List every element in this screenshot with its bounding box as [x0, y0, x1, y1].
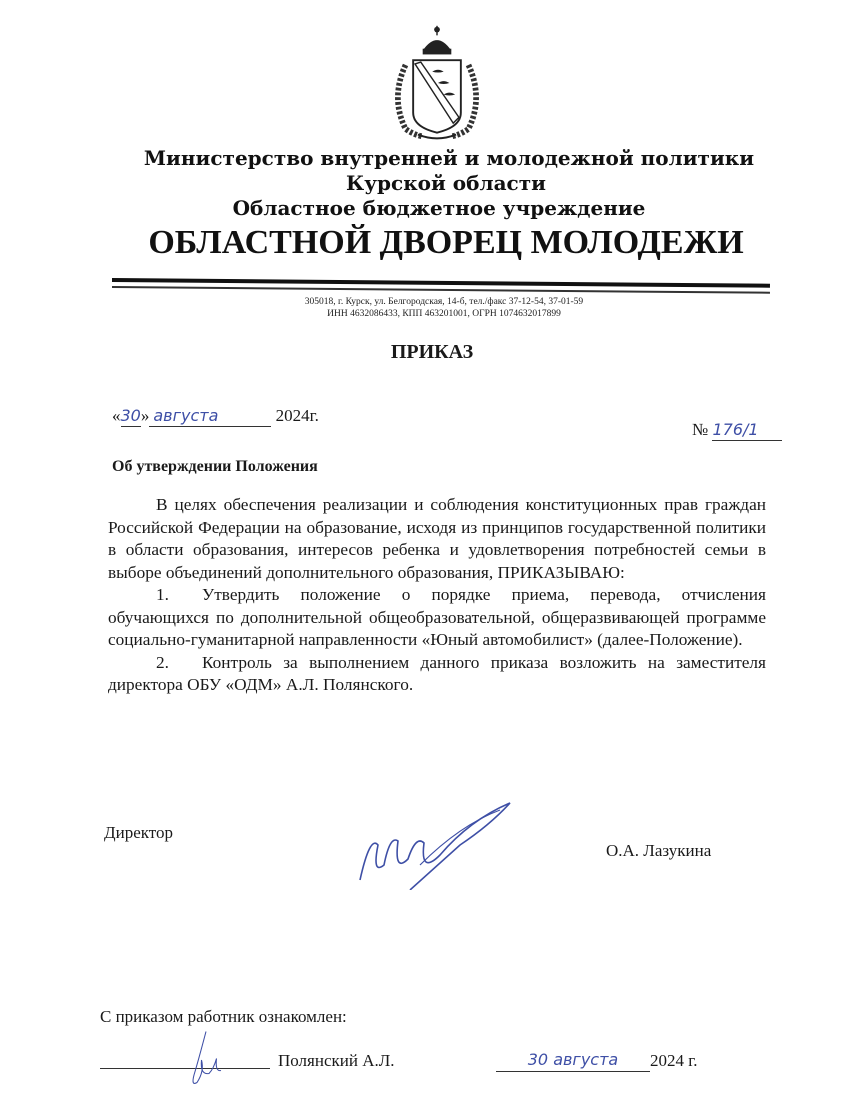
- preamble-paragraph: В целях обеспечения реализации и соблюдения конституционных прав граждан Российской Федерации на образование, исходя из принципов государственной политики в области образования, интересов ребенка и удовлетворения потребностей семьи в выборе объединений дополнительного образования, ПРИКАЗЫВАЮ:: [108, 495, 766, 582]
- letterhead: [0, 146, 852, 263]
- institution-type: Областное бюджетное учреждение: [232, 196, 646, 220]
- order-item-1: [108, 584, 766, 652]
- address-line: 305018, г. Курск, ул. Белгородская, 14-б, тел./факс 37-12-54, 37-01-59: [304, 297, 584, 307]
- acknowledgement-date: [496, 1048, 698, 1072]
- number-label: №: [692, 420, 709, 439]
- document-title: ПРИКАЗ: [390, 341, 474, 363]
- date-year: 2024г.: [275, 406, 319, 425]
- acknowledgement-year: 2024 г.: [650, 1051, 698, 1070]
- director-signature-icon: [350, 795, 520, 890]
- header-divider-thin: [112, 286, 770, 293]
- order-date: [112, 404, 319, 428]
- signer-position: Директор: [104, 823, 173, 842]
- acknowledgement-handwritten-date: 30 августа: [496, 1049, 650, 1072]
- date-close-quote: »: [140, 406, 150, 425]
- ministry-line-2: Курской области: [346, 171, 546, 195]
- employee-name: Полянский А.Л.: [278, 1051, 395, 1070]
- order-body: [108, 494, 766, 697]
- signer-name: О.А. Лазукина: [606, 841, 712, 860]
- item-number: 1.: [156, 585, 169, 604]
- requisites-line: ИНН 4632086433, КПП 463201001, ОГРН 1074632017899: [327, 309, 561, 319]
- item-text: Контроль за выполнением данного приказа возложить на заместителя директора ОБУ «ОДМ» А.Л. Полянского.: [108, 652, 766, 694]
- acknowledgement-label: С приказом работник ознакомлен:: [100, 1007, 347, 1026]
- institution-name: ОБЛАСТНОЙ ДВОРЕЦ МОЛОДЕЖИ: [148, 224, 744, 261]
- date-month: августа: [149, 406, 271, 427]
- order-subject: Об утверждении Положения: [112, 458, 318, 475]
- item-number: 2.: [156, 652, 169, 672]
- order-number: [692, 418, 782, 442]
- employee-signature-icon: [176, 1030, 236, 1090]
- item-text: Утвердить положение о порядке приема, перевода, отчисления обучающихся по дополнительной общеобразовательной, общеразвивающей программе социально-гуманитарной направленности «Юный автомобилист» (далее-Положение).: [108, 585, 766, 649]
- date-open-quote: «: [112, 406, 121, 425]
- coat-of-arms-icon: [382, 22, 492, 146]
- order-item-2: [108, 652, 766, 697]
- date-day: 30: [120, 406, 141, 425]
- number-value: 176/1: [712, 420, 782, 441]
- address-block: [0, 296, 852, 320]
- ministry-line-1: Министерство внутренней и молодежной политики: [143, 146, 755, 170]
